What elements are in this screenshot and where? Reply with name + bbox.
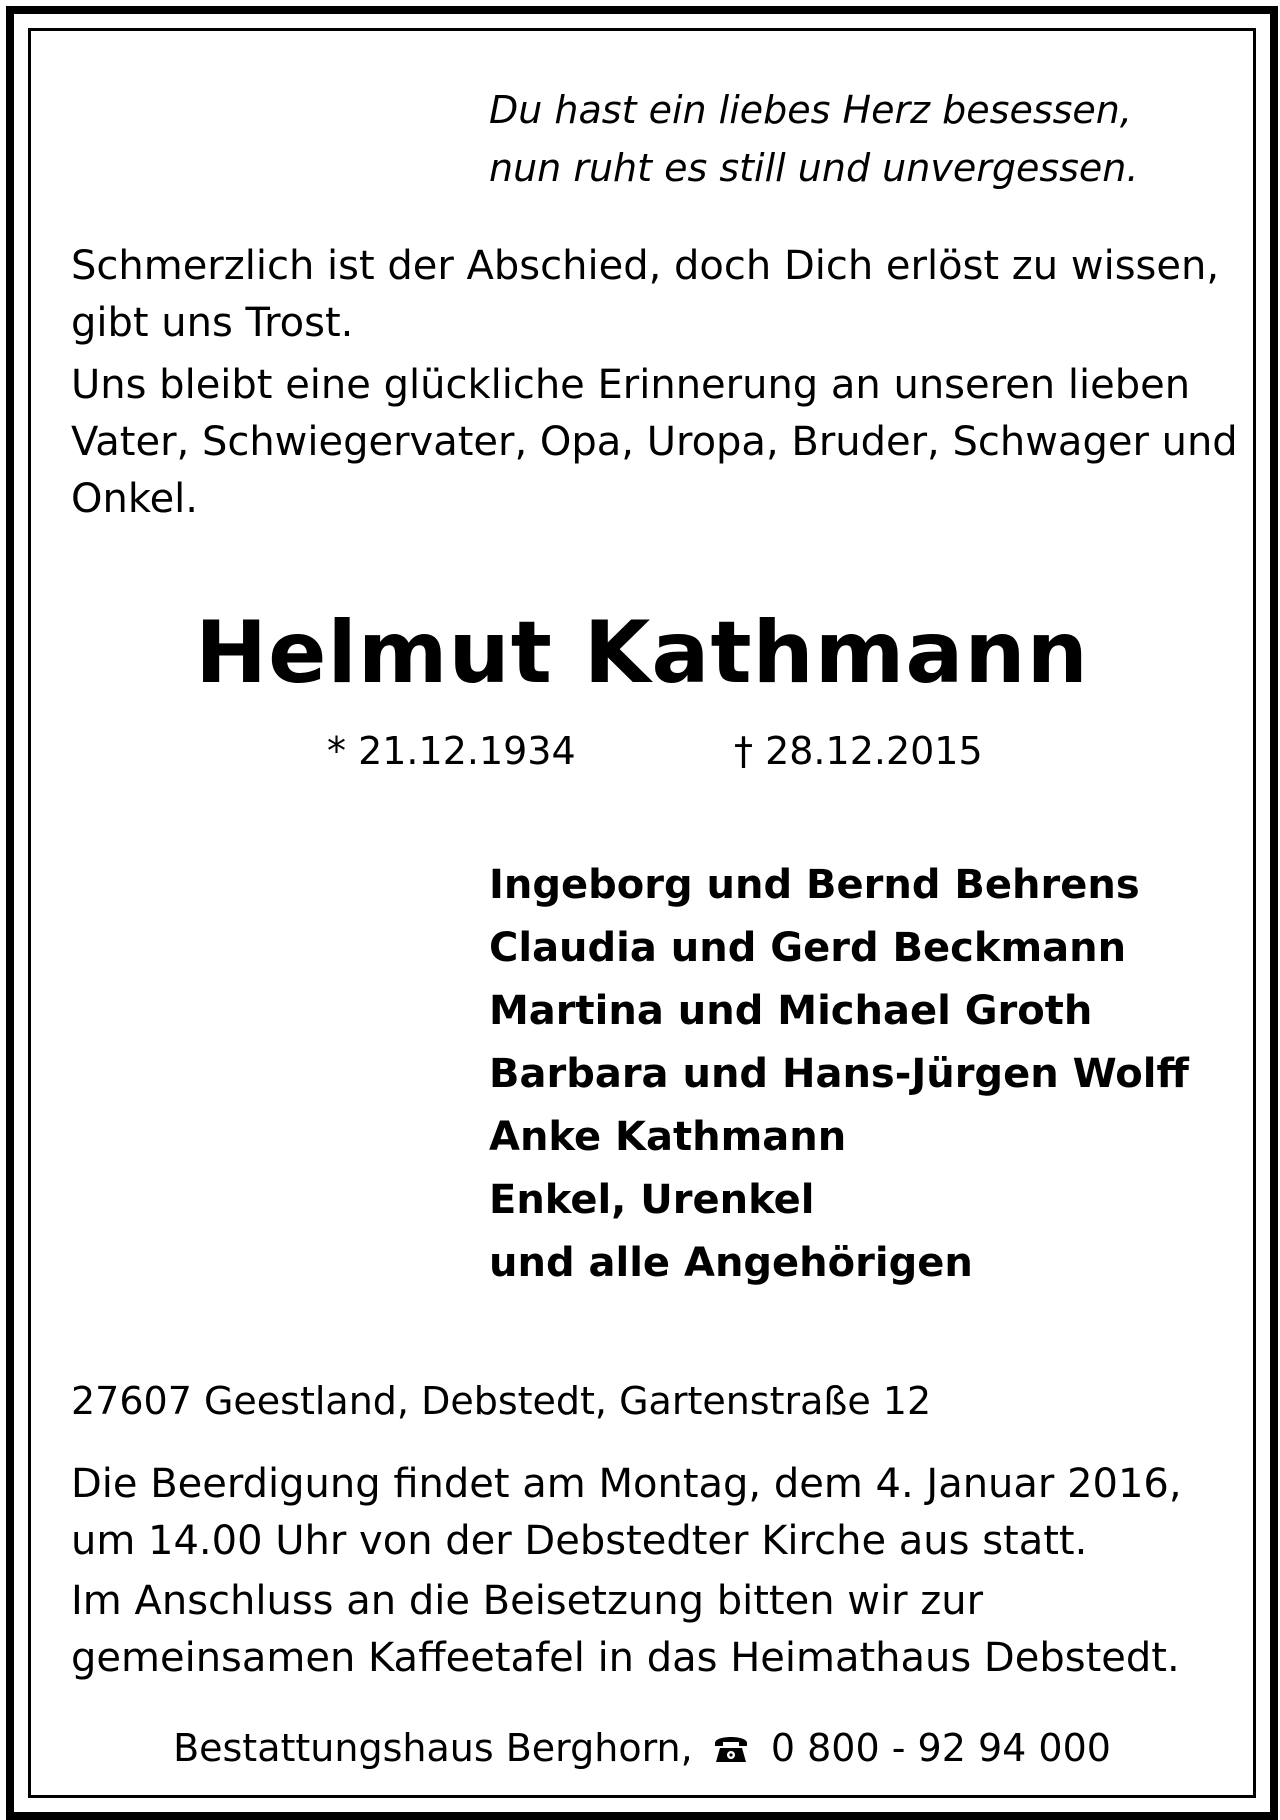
- reception-paragraph: Im Anschluss an die Beisetzung bitten wir zur gemeinsamen Kaffeetafel in das Heimathaus Debstedt.: [71, 1578, 1180, 1681]
- notice-outer-border: [6, 6, 1278, 1820]
- deceased-name: Helmut Kathmann: [195, 603, 1089, 703]
- motto-verse: [489, 81, 1138, 197]
- mourner-entry: Anke Kathmann: [489, 1114, 847, 1160]
- death-date: † 28.12.2015: [734, 729, 983, 773]
- intro-paragraph-2: Uns bleibt eine glückliche Erinnerung an unseren lieben Vater, Schwiegervater, Opa, Uropa, Bruder, Schwager und Onkel.: [71, 362, 1238, 522]
- mourner-entry: Ingeborg und Bernd Behrens: [489, 862, 1140, 908]
- funeral-paragraph: Die Beerdigung findet am Montag, dem 4. Januar 2016, um 14.00 Uhr von der Debstedter Kirche aus statt.: [71, 1461, 1182, 1564]
- family-address: 27607 Geestland, Debstedt, Gartenstraße 12: [71, 1379, 932, 1423]
- mourner-entry: Martina und Michael Groth: [489, 988, 1093, 1034]
- notice-inner-border: [28, 28, 1256, 1798]
- motto-line-2: nun ruht es still und unvergessen.: [489, 146, 1139, 190]
- mourner-entry: Barbara und Hans-Jürgen Wolff: [489, 1051, 1189, 1097]
- obituary-notice: [31, 31, 1253, 1795]
- mourner-entry: Claudia und Gerd Beckmann: [489, 925, 1127, 971]
- mourner-entry: Enkel, Urenkel: [489, 1177, 815, 1223]
- motto-line-1: Du hast ein liebes Herz besessen,: [489, 88, 1132, 132]
- funeral-home-footer: [31, 1726, 1253, 1774]
- phone-number: 0 800 - 92 94 000: [770, 1726, 1111, 1770]
- intro-paragraph-1: Schmerzlich ist der Abschied, doch Dich erlöst zu wissen, gibt uns Trost.: [71, 243, 1220, 346]
- birth-date: * 21.12.1934: [327, 729, 576, 773]
- telephone-icon: [711, 1730, 751, 1774]
- mourners-list: [489, 854, 1189, 1295]
- mourner-entry: und alle Angehörigen: [489, 1240, 973, 1286]
- funeral-home-name: Bestattungshaus Berghorn,: [173, 1726, 693, 1770]
